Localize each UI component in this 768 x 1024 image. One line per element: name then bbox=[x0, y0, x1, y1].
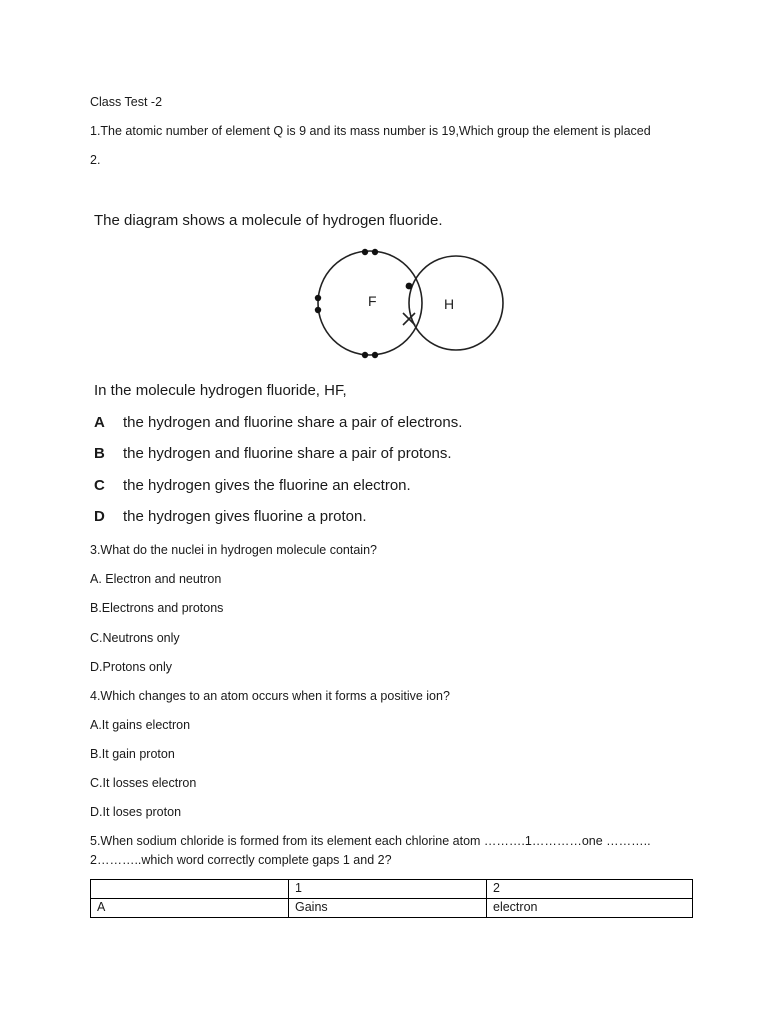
test-title: Class Test -2 bbox=[90, 95, 163, 109]
question-1: 1.The atomic number of element Q is 9 and its mass number is 19,Which group the element is placed bbox=[90, 124, 651, 138]
question-4-option-a: A.It gains electron bbox=[90, 718, 191, 732]
question-5-line-1: 5.When sodium chloride is formed from its element each chlorine atom ……….1…………one ……….. bbox=[90, 834, 651, 848]
table-row bbox=[91, 899, 693, 918]
question-3: 3.What do the nuclei in hydrogen molecule contain? bbox=[90, 543, 377, 557]
table-cell: Gains bbox=[289, 899, 487, 918]
question-3-option-c: C.Neutrons only bbox=[90, 631, 180, 645]
electron-dot bbox=[315, 295, 321, 301]
option-text: the hydrogen gives the fluorine an electron. bbox=[123, 477, 411, 494]
electron-dot bbox=[372, 352, 378, 358]
question-3-option-a: A. Electron and neutron bbox=[90, 572, 222, 586]
question-4: 4.Which changes to an atom occurs when it forms a positive ion? bbox=[90, 689, 450, 703]
question-2-option-b bbox=[94, 445, 452, 462]
question-2-option-d bbox=[94, 508, 367, 525]
question-2-option-c bbox=[94, 477, 411, 494]
question-4-option-b: B.It gain proton bbox=[90, 747, 175, 761]
question-2-option-a bbox=[94, 414, 462, 431]
hydrogen-fluoride-diagram bbox=[300, 245, 510, 365]
shared-electron-dot bbox=[406, 283, 413, 290]
question-4-option-d: D.It loses proton bbox=[90, 805, 182, 819]
option-text: the hydrogen gives fluorine a proton. bbox=[123, 508, 367, 525]
option-letter: C bbox=[94, 477, 105, 494]
option-letter: A bbox=[94, 414, 105, 431]
electron-dot bbox=[315, 307, 321, 313]
electron-dot bbox=[362, 249, 368, 255]
option-letter: D bbox=[94, 508, 105, 525]
table-header-cell bbox=[91, 880, 289, 899]
question-3-option-b: B.Electrons and protons bbox=[90, 601, 224, 615]
fluorine-label: F bbox=[368, 293, 377, 309]
option-letter: B bbox=[94, 445, 105, 462]
question-3-option-d: D.Protons only bbox=[90, 660, 172, 674]
option-text: the hydrogen and fluorine share a pair of electrons. bbox=[123, 414, 463, 431]
question-2-number: 2. bbox=[90, 153, 101, 167]
table-header-cell: 2 bbox=[487, 880, 693, 899]
electron-dot bbox=[362, 352, 368, 358]
answer-table bbox=[90, 879, 693, 918]
table-header-cell: 1 bbox=[289, 880, 487, 899]
table-cell: electron bbox=[487, 899, 693, 918]
table-cell: A bbox=[91, 899, 289, 918]
question-5-line-2: 2………..which word correctly complete gaps 1 and 2? bbox=[90, 853, 392, 867]
electron-dot bbox=[372, 249, 378, 255]
hydrogen-label: H bbox=[444, 296, 455, 312]
hydrogen-shell bbox=[409, 256, 503, 350]
question-4-option-c: C.It losses electron bbox=[90, 776, 197, 790]
table-header-row bbox=[91, 880, 693, 899]
question-2-stem: In the molecule hydrogen fluoride, HF, bbox=[94, 382, 347, 399]
question-2-intro: The diagram shows a molecule of hydrogen fluoride. bbox=[94, 212, 443, 229]
shared-electron-cross bbox=[403, 313, 415, 325]
option-text: the hydrogen and fluorine share a pair of protons. bbox=[123, 445, 452, 462]
